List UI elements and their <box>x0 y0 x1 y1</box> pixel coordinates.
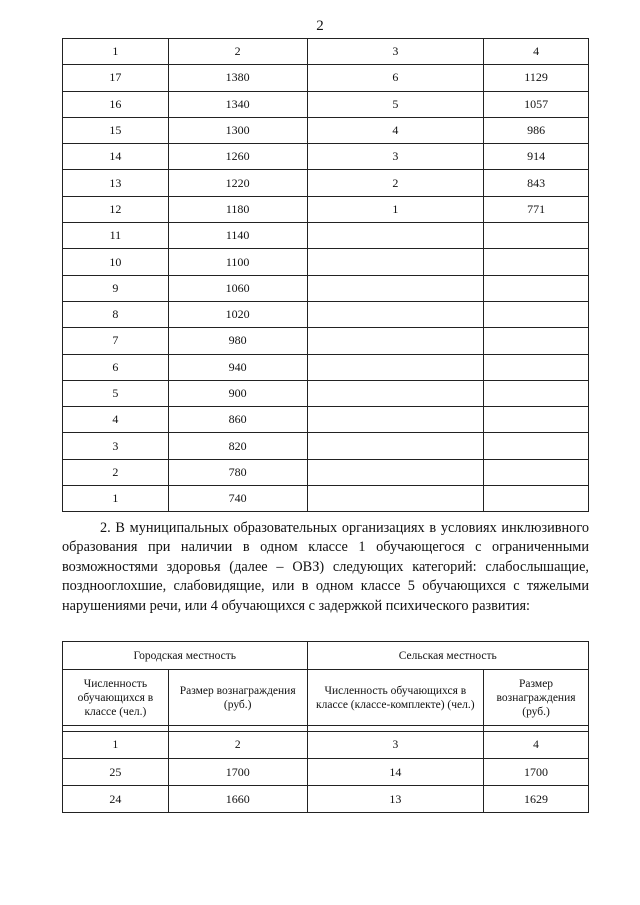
col-header-reward-rural: Размер вознаграждения (руб.) <box>484 670 589 726</box>
table-cell: 771 <box>484 196 589 222</box>
table-cell: 13 <box>307 786 484 813</box>
table-cell: 1 <box>63 486 169 512</box>
table-cell: 1 <box>63 39 169 65</box>
table-cell: 1660 <box>168 786 307 813</box>
reward-table <box>62 38 589 512</box>
table-cell: 1629 <box>484 786 589 813</box>
table-cell: 17 <box>63 65 169 91</box>
table-cell: 2 <box>307 170 484 196</box>
table-cell: 820 <box>168 433 307 459</box>
table-cell <box>307 433 484 459</box>
table-cell: 1 <box>307 196 484 222</box>
table-cell <box>307 301 484 327</box>
table-cell <box>307 328 484 354</box>
table-cell <box>307 459 484 485</box>
table-cell <box>307 380 484 406</box>
table-cell: 3 <box>63 433 169 459</box>
table-cell: 1300 <box>168 117 307 143</box>
group-header-row <box>63 642 589 670</box>
table-cell: 843 <box>484 170 589 196</box>
table-cell: 15 <box>63 117 169 143</box>
table-cell: 4 <box>63 407 169 433</box>
table-cell <box>484 301 589 327</box>
column-number-row <box>63 732 589 759</box>
table-row <box>63 459 589 485</box>
inclusive-reward-table <box>62 641 589 813</box>
group-urban: Городская местность <box>63 642 308 670</box>
table-cell: 24 <box>63 786 169 813</box>
table-cell: 16 <box>63 91 169 117</box>
table-cell: 2 <box>168 39 307 65</box>
table-row <box>63 407 589 433</box>
table-cell <box>484 328 589 354</box>
table-cell: 900 <box>168 380 307 406</box>
table-cell: 2 <box>168 732 307 759</box>
table-row <box>63 759 589 786</box>
table-cell <box>484 407 589 433</box>
table-row <box>63 486 589 512</box>
table-row <box>63 249 589 275</box>
table-cell: 10 <box>63 249 169 275</box>
table-cell: 4 <box>307 117 484 143</box>
table-cell: 1060 <box>168 275 307 301</box>
column-header-row <box>63 670 589 726</box>
table-cell: 1340 <box>168 91 307 117</box>
table-cell: 1180 <box>168 196 307 222</box>
table-cell: 14 <box>63 144 169 170</box>
table-cell: 3 <box>307 39 484 65</box>
table-cell: 1380 <box>168 65 307 91</box>
page-number: 2 <box>316 18 324 34</box>
table-row <box>63 65 589 91</box>
table-cell: 780 <box>168 459 307 485</box>
table-cell: 986 <box>484 117 589 143</box>
table-cell: 1057 <box>484 91 589 117</box>
table-cell <box>307 223 484 249</box>
table-cell: 11 <box>63 223 169 249</box>
table-cell: 4 <box>484 732 589 759</box>
table-cell <box>307 249 484 275</box>
table-cell: 13 <box>63 170 169 196</box>
table-row <box>63 354 589 380</box>
table-cell: 6 <box>63 354 169 380</box>
table-row <box>63 275 589 301</box>
table-cell: 914 <box>484 144 589 170</box>
table-cell: 1220 <box>168 170 307 196</box>
table-cell: 980 <box>168 328 307 354</box>
table-cell: 1 <box>63 732 169 759</box>
table-cell <box>307 275 484 301</box>
table-cell <box>484 249 589 275</box>
table-cell: 740 <box>168 486 307 512</box>
table-cell: 1100 <box>168 249 307 275</box>
table-row <box>63 301 589 327</box>
table-cell: 14 <box>307 759 484 786</box>
table-cell <box>307 354 484 380</box>
table-row <box>63 786 589 813</box>
table-cell: 5 <box>307 91 484 117</box>
paragraph-2: 2. В муниципальных образовательных организациях в условиях инклюзивного образования при наличии в одном классе 1 обучающегося с ограниченными возможностями здоровья (далее – ОВЗ) следующих категорий: слабослышащие, позднооглохшие, слабовидящие, или в одном классе 5 обучающихся с тяжелыми нарушениями речи, или 4 обучающихся с задержкой психического развития: <box>62 520 589 614</box>
table-cell: 2 <box>63 459 169 485</box>
table-row <box>63 144 589 170</box>
table-cell: 7 <box>63 328 169 354</box>
table-cell: 1700 <box>484 759 589 786</box>
table-cell: 940 <box>168 354 307 380</box>
col-header-reward-urban: Размер вознаграждения (руб.) <box>168 670 307 726</box>
table-cell: 3 <box>307 144 484 170</box>
table-cell <box>484 223 589 249</box>
table-row <box>63 380 589 406</box>
table-cell <box>484 354 589 380</box>
table-cell: 12 <box>63 196 169 222</box>
table-cell: 1260 <box>168 144 307 170</box>
col-header-students-urban: Численность обучающихся в классе (чел.) <box>63 670 169 726</box>
table-cell <box>484 486 589 512</box>
table-cell: 1700 <box>168 759 307 786</box>
table-row <box>63 170 589 196</box>
table-row <box>63 196 589 222</box>
table-cell <box>484 433 589 459</box>
table-row <box>63 117 589 143</box>
table-cell: 3 <box>307 732 484 759</box>
col-header-students-rural: Численность обучающихся в классе (классе-комплекте) (чел.) <box>307 670 484 726</box>
table-cell: 1140 <box>168 223 307 249</box>
table-cell <box>307 486 484 512</box>
table-cell: 1020 <box>168 301 307 327</box>
table-cell <box>484 275 589 301</box>
table-cell: 25 <box>63 759 169 786</box>
table-row <box>63 328 589 354</box>
group-rural: Сельская местность <box>307 642 588 670</box>
table-cell: 1129 <box>484 65 589 91</box>
table-cell <box>484 380 589 406</box>
table-row <box>63 91 589 117</box>
table-cell <box>484 459 589 485</box>
table-cell: 860 <box>168 407 307 433</box>
table-row <box>63 223 589 249</box>
table-cell: 5 <box>63 380 169 406</box>
table-cell: 4 <box>484 39 589 65</box>
table-cell: 6 <box>307 65 484 91</box>
table-header-row <box>63 39 589 65</box>
reward-table-body <box>63 39 589 512</box>
table-cell: 8 <box>63 301 169 327</box>
table-row <box>63 433 589 459</box>
table-cell: 9 <box>63 275 169 301</box>
table-cell <box>307 407 484 433</box>
